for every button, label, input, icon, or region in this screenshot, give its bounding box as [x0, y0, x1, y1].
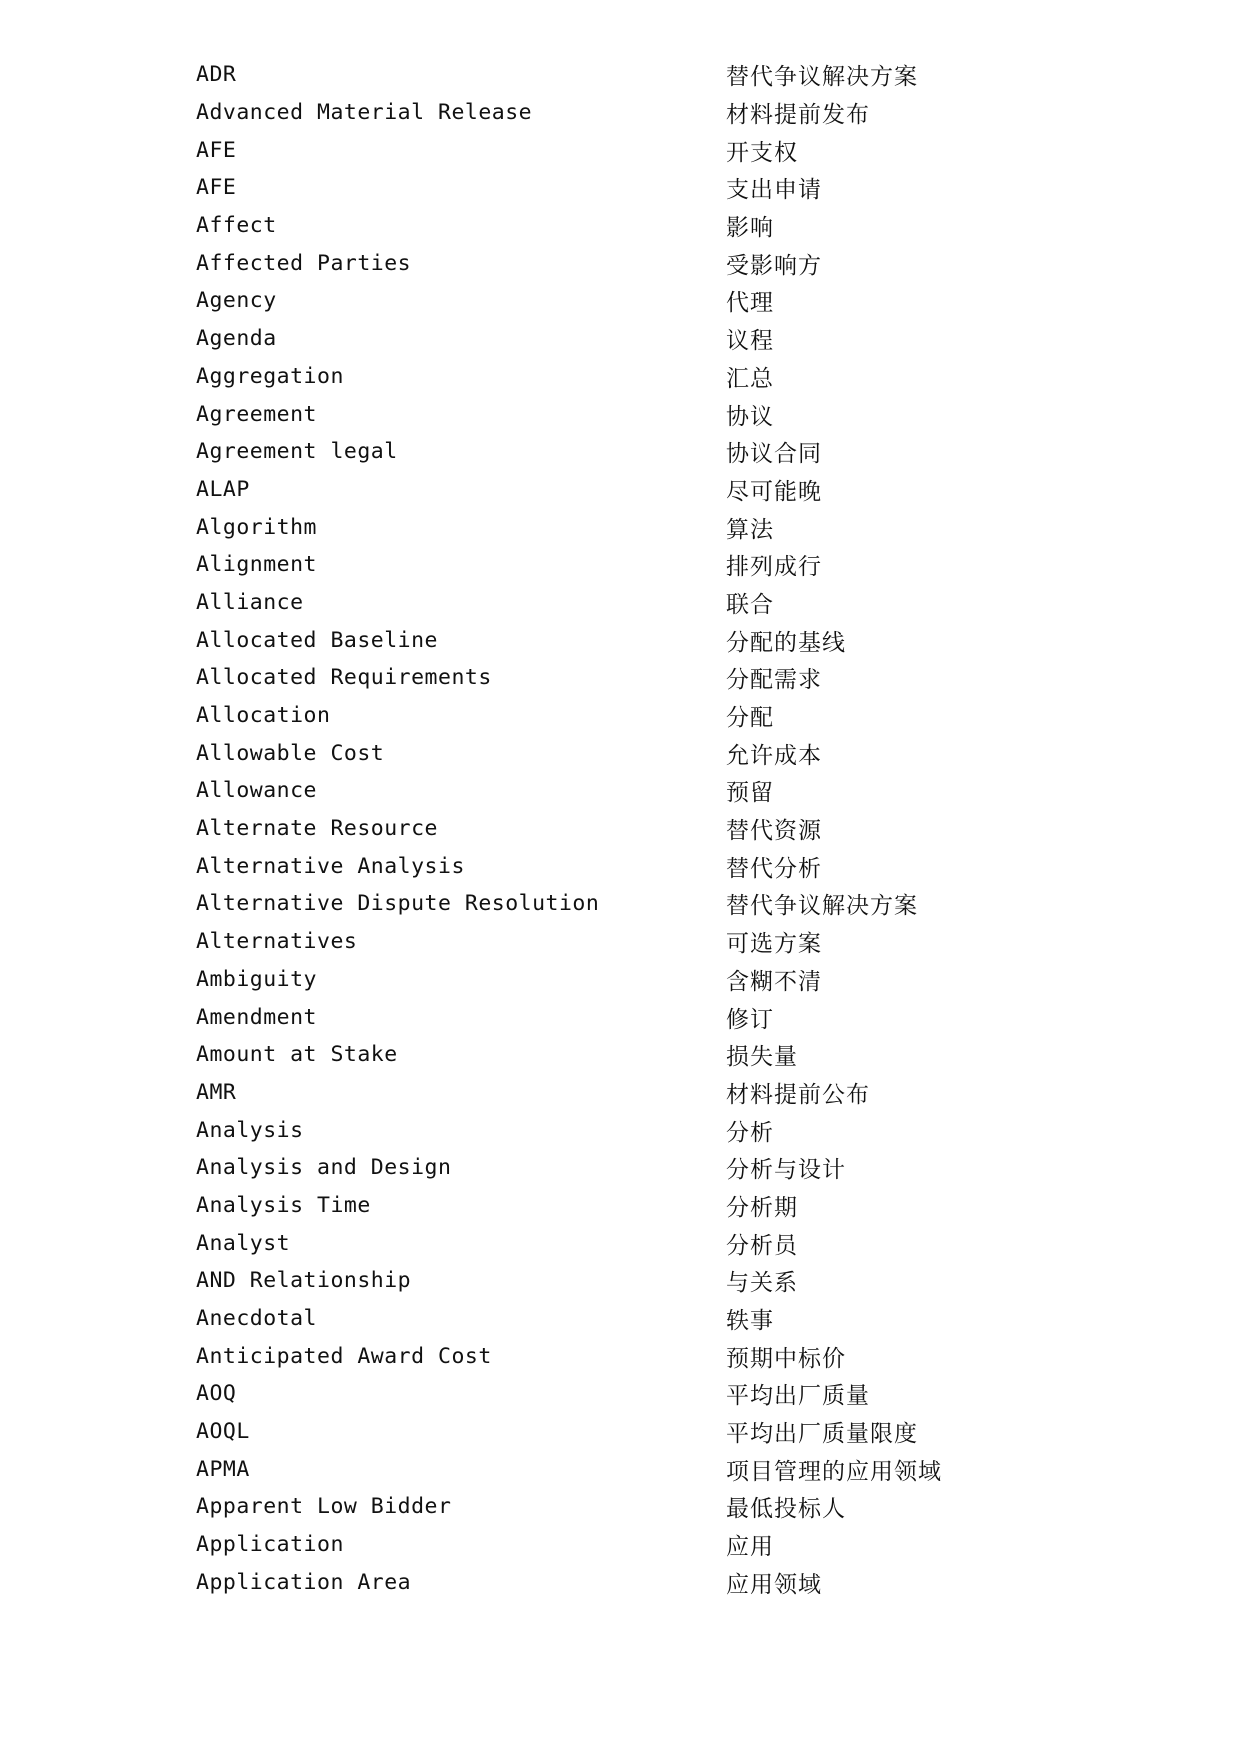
glossary-term: APMA: [196, 1456, 250, 1482]
glossary-translation: 分析与设计: [726, 1157, 846, 1184]
glossary-list: [196, 56, 1056, 1601]
glossary-term: Application: [196, 1532, 344, 1558]
glossary-translation: 分析: [726, 1119, 774, 1146]
glossary-translation: 项目管理的应用领域: [726, 1458, 942, 1485]
glossary-row: [196, 471, 1056, 509]
glossary-row: [196, 1375, 1056, 1413]
glossary-term: Allocated Baseline: [196, 627, 438, 653]
glossary-term: AOQ: [196, 1381, 237, 1407]
glossary-term: Allowance: [196, 778, 317, 804]
glossary-translation: 联合: [726, 591, 774, 618]
glossary-row: [196, 885, 1056, 923]
glossary-row: [196, 358, 1056, 396]
glossary-term: Agency: [196, 288, 277, 314]
glossary-row: [196, 1300, 1056, 1338]
glossary-translation: 最低投标人: [726, 1496, 846, 1523]
glossary-translation: 材料提前发布: [726, 102, 870, 129]
glossary-row: [196, 1149, 1056, 1187]
glossary-row: [196, 847, 1056, 885]
glossary-translation: 分析员: [726, 1232, 798, 1259]
glossary-term: Algorithm: [196, 514, 317, 540]
glossary-translation: 材料提前公布: [726, 1081, 870, 1108]
glossary-row: [196, 697, 1056, 735]
glossary-row: [196, 772, 1056, 810]
glossary-row: [196, 1413, 1056, 1451]
glossary-translation: 开支权: [726, 139, 798, 166]
glossary-term: ADR: [196, 62, 237, 88]
glossary-translation: 替代争议解决方案: [726, 64, 918, 91]
glossary-translation: 应用领域: [726, 1571, 822, 1598]
glossary-translation: 与关系: [726, 1270, 798, 1297]
glossary-term: Allocation: [196, 703, 331, 729]
glossary-row: [196, 169, 1056, 207]
glossary-translation: 尽可能晚: [726, 478, 822, 505]
glossary-translation: 代理: [726, 290, 774, 317]
glossary-row: [196, 1450, 1056, 1488]
glossary-translation: 预期中标价: [726, 1345, 846, 1372]
glossary-translation: 协议: [726, 403, 774, 430]
glossary-row: [196, 244, 1056, 282]
glossary-translation: 修订: [726, 1006, 774, 1033]
glossary-translation: 协议合同: [726, 441, 822, 468]
glossary-translation: 替代资源: [726, 818, 822, 845]
glossary-row: [196, 94, 1056, 132]
glossary-translation: 替代分析: [726, 855, 822, 882]
glossary-term: Affected Parties: [196, 250, 412, 276]
glossary-translation: 应用: [726, 1534, 774, 1561]
glossary-row: [196, 320, 1056, 358]
glossary-translation: 预留: [726, 780, 774, 807]
glossary-term: Alternatives: [196, 929, 358, 955]
glossary-term: Agreement legal: [196, 439, 398, 465]
glossary-term: Agenda: [196, 326, 277, 352]
glossary-translation: 平均出厂质量限度: [726, 1421, 918, 1448]
glossary-term: Allowable Cost: [196, 740, 385, 766]
glossary-translation: 损失量: [726, 1044, 798, 1071]
glossary-translation: 受影响方: [726, 252, 822, 279]
glossary-term: Aggregation: [196, 363, 344, 389]
glossary-translation: 排列成行: [726, 554, 822, 581]
glossary-translation: 分配: [726, 705, 774, 732]
glossary-row: [196, 207, 1056, 245]
glossary-row: [196, 659, 1056, 697]
glossary-translation: 分析期: [726, 1194, 798, 1221]
glossary-translation: 影响: [726, 215, 774, 242]
glossary-term: Alliance: [196, 589, 304, 615]
glossary-translation: 算法: [726, 516, 774, 543]
glossary-row: [196, 998, 1056, 1036]
glossary-row: [196, 961, 1056, 999]
glossary-translation: 议程: [726, 328, 774, 355]
glossary-row: [196, 395, 1056, 433]
glossary-term: Analysis: [196, 1117, 304, 1143]
glossary-term: Alternate Resource: [196, 816, 438, 842]
glossary-term: AFE: [196, 175, 237, 201]
glossary-row: [196, 1074, 1056, 1112]
glossary-row: [196, 1187, 1056, 1225]
glossary-translation: 允许成本: [726, 742, 822, 769]
glossary-term: AOQL: [196, 1419, 250, 1445]
glossary-term: Anticipated Award Cost: [196, 1343, 492, 1369]
glossary-translation: 替代争议解决方案: [726, 893, 918, 920]
glossary-row: [196, 1111, 1056, 1149]
glossary-term: Allocated Requirements: [196, 665, 492, 691]
glossary-term: Alternative Analysis: [196, 853, 465, 879]
glossary-term: Ambiguity: [196, 966, 317, 992]
glossary-term: Application Area: [196, 1569, 412, 1595]
glossary-row: [196, 1224, 1056, 1262]
glossary-term: Affect: [196, 213, 277, 239]
glossary-translation: 可选方案: [726, 931, 822, 958]
glossary-term: AMR: [196, 1079, 237, 1105]
glossary-term: Anecdotal: [196, 1306, 317, 1332]
glossary-row: [196, 433, 1056, 471]
glossary-translation: 汇总: [726, 365, 774, 392]
glossary-term: AND Relationship: [196, 1268, 412, 1294]
glossary-term: Amendment: [196, 1004, 317, 1030]
glossary-translation: 轶事: [726, 1308, 774, 1335]
glossary-translation: 平均出厂质量: [726, 1383, 870, 1410]
glossary-translation: 支出申请: [726, 177, 822, 204]
glossary-translation: 含糊不清: [726, 968, 822, 995]
glossary-term: Alignment: [196, 552, 317, 578]
glossary-row: [196, 282, 1056, 320]
glossary-row: [196, 1488, 1056, 1526]
glossary-term: Advanced Material Release: [196, 100, 533, 126]
glossary-row: [196, 621, 1056, 659]
glossary-row: [196, 1036, 1056, 1074]
glossary-row: [196, 1337, 1056, 1375]
glossary-row: [196, 584, 1056, 622]
glossary-term: Apparent Low Bidder: [196, 1494, 452, 1520]
glossary-term: Analyst: [196, 1230, 291, 1256]
glossary-row: [196, 810, 1056, 848]
glossary-term: Analysis and Design: [196, 1155, 452, 1181]
glossary-row: [196, 1564, 1056, 1602]
glossary-term: Agreement: [196, 401, 317, 427]
glossary-row: [196, 546, 1056, 584]
glossary-row: [196, 1262, 1056, 1300]
glossary-translation: 分配需求: [726, 667, 822, 694]
glossary-row: [196, 923, 1056, 961]
glossary-row: [196, 734, 1056, 772]
glossary-translation: 分配的基线: [726, 629, 846, 656]
glossary-term: AFE: [196, 137, 237, 163]
glossary-term: Amount at Stake: [196, 1042, 398, 1068]
glossary-row: [196, 131, 1056, 169]
glossary-term: ALAP: [196, 476, 250, 502]
glossary-term: Alternative Dispute Resolution: [196, 891, 600, 917]
glossary-row: [196, 1526, 1056, 1564]
glossary-term: Analysis Time: [196, 1192, 371, 1218]
glossary-row: [196, 508, 1056, 546]
glossary-row: [196, 56, 1056, 94]
